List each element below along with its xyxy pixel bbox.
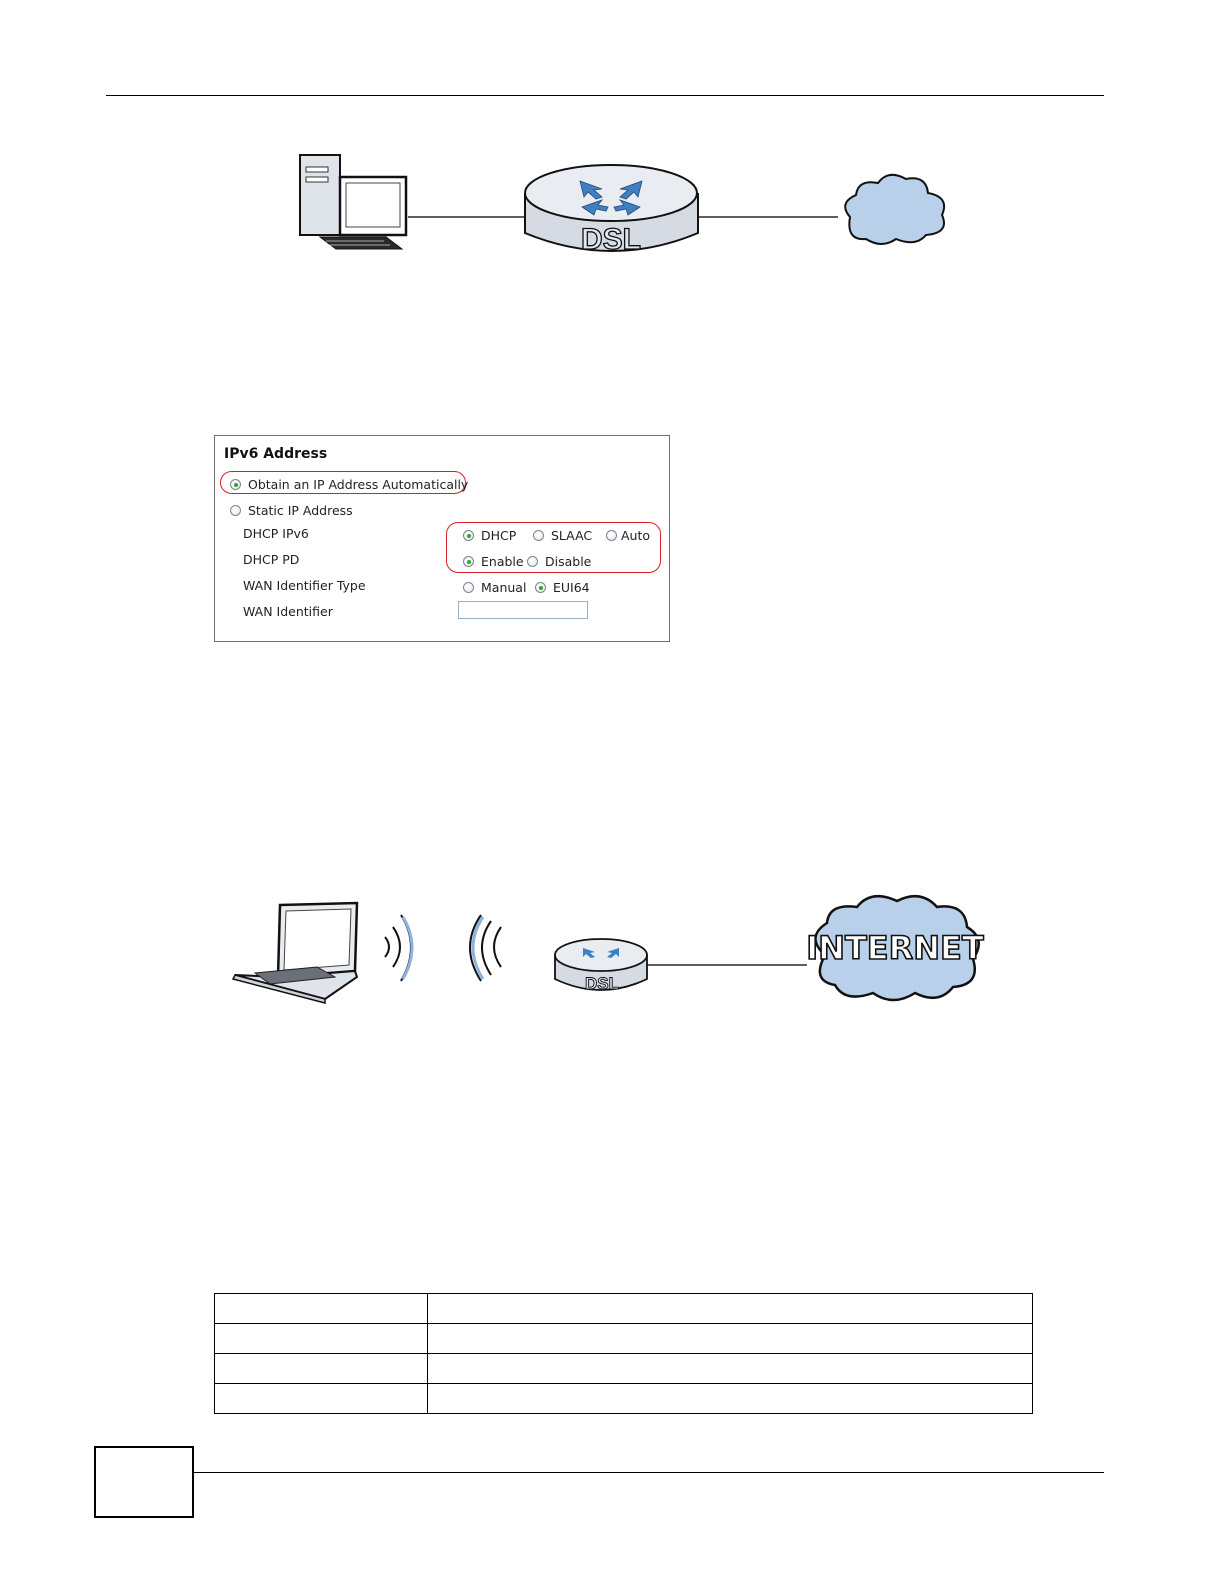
static-ip-label: Static IP Address xyxy=(248,503,353,518)
table-cell xyxy=(215,1354,428,1384)
dhcp-pd-label: DHCP PD xyxy=(243,552,300,567)
table-cell xyxy=(215,1384,428,1414)
wan-identifier-label: WAN Identifier xyxy=(243,604,333,619)
laptop-icon xyxy=(233,903,357,1003)
auto-radio[interactable] xyxy=(606,530,617,541)
obtain-auto-radio[interactable] xyxy=(230,479,241,490)
auto-option-label: Auto xyxy=(621,528,651,543)
table-cell xyxy=(428,1354,1033,1384)
internet-label: INTERNET xyxy=(806,929,984,967)
header-rule xyxy=(106,95,1104,96)
slaac-option-label: SLAAC xyxy=(551,528,593,543)
internet-cloud-icon xyxy=(806,896,984,1000)
wireless-signal-icon xyxy=(385,915,501,981)
wan-id-type-eui64-option[interactable] xyxy=(535,580,590,595)
router-label: DSL xyxy=(581,223,641,256)
wan-id-type-manual-option[interactable] xyxy=(463,580,526,595)
static-ip-option[interactable] xyxy=(230,503,353,518)
description-table xyxy=(214,1293,1033,1414)
network-diagram-wired xyxy=(290,145,960,265)
enable-radio[interactable] xyxy=(463,556,474,567)
dsl-router-icon xyxy=(525,165,698,256)
table-cell xyxy=(215,1294,428,1324)
dhcp-ipv6-dhcp-option[interactable] xyxy=(463,528,516,543)
disable-option-label: Disable xyxy=(545,554,592,569)
panel-title: IPv6 Address xyxy=(224,446,328,462)
wan-identifier-input[interactable] xyxy=(458,601,588,619)
obtain-auto-option[interactable] xyxy=(230,477,468,492)
table-cell xyxy=(428,1294,1033,1324)
wan-identifier-type-label: WAN Identifier Type xyxy=(243,578,366,593)
dhcp-radio[interactable] xyxy=(463,530,474,541)
table-cell xyxy=(428,1384,1033,1414)
table-row xyxy=(215,1324,1033,1354)
obtain-auto-label: Obtain an IP Address Automatically xyxy=(248,477,469,492)
manual-option-label: Manual xyxy=(481,580,527,595)
dhcp-ipv6-slaac-option[interactable] xyxy=(533,528,592,543)
footer-rule xyxy=(192,1472,1104,1473)
page-number-box xyxy=(94,1446,194,1518)
slaac-radio[interactable] xyxy=(533,530,544,541)
router-label: DSL xyxy=(585,974,619,993)
eui64-option-label: EUI64 xyxy=(553,580,590,595)
dhcp-pd-disable-option[interactable] xyxy=(527,554,591,569)
dhcp-option-label: DHCP xyxy=(481,528,517,543)
table-row xyxy=(215,1294,1033,1324)
network-diagram-wireless xyxy=(225,885,985,1010)
dhcp-pd-enable-option[interactable] xyxy=(463,554,524,569)
ipv6-address-panel xyxy=(214,435,670,642)
enable-option-label: Enable xyxy=(481,554,524,569)
table-cell xyxy=(215,1324,428,1354)
static-ip-radio[interactable] xyxy=(230,505,241,516)
disable-radio[interactable] xyxy=(527,556,538,567)
table-row xyxy=(215,1354,1033,1384)
table-cell xyxy=(428,1324,1033,1354)
dsl-router-icon xyxy=(555,939,807,993)
dhcp-ipv6-label: DHCP IPv6 xyxy=(243,526,309,541)
table-row xyxy=(215,1384,1033,1414)
dhcp-ipv6-auto-option[interactable] xyxy=(606,528,650,543)
manual-radio[interactable] xyxy=(463,582,474,593)
desktop-computer-icon xyxy=(300,155,406,249)
cloud-icon xyxy=(845,175,944,244)
eui64-radio[interactable] xyxy=(535,582,546,593)
